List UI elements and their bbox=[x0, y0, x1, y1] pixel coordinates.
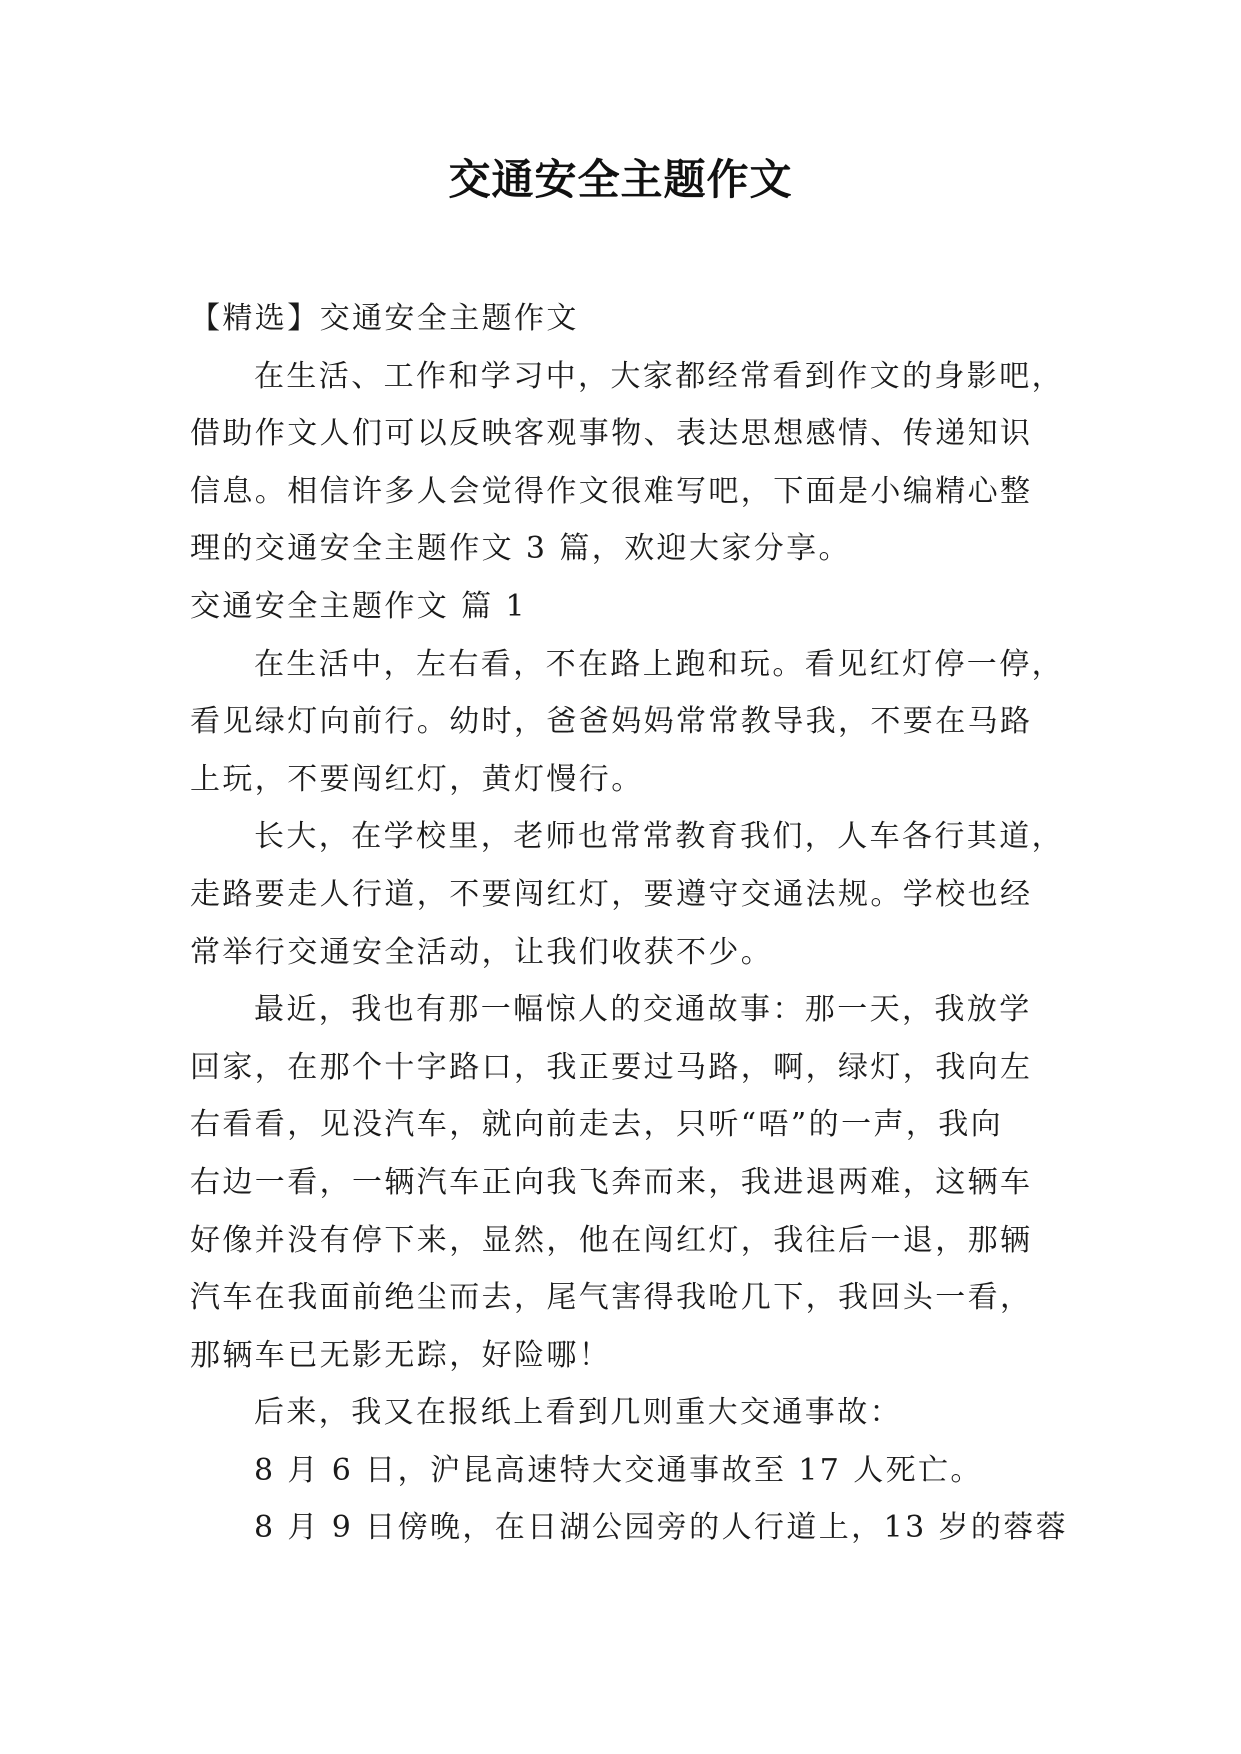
paragraph-first-line: 8 月 6 日，沪昆高速特大交通事故至 17 人死亡。 bbox=[254, 1452, 983, 1488]
text-line: 看见绿灯向前行。幼时，爸爸妈妈常常教导我，不要在马路 bbox=[190, 704, 1033, 740]
text-line: 交通安全主题作文 篇 1 bbox=[190, 588, 527, 624]
text-line: 上玩，不要闯红灯，黄灯慢行。 bbox=[190, 761, 644, 797]
paragraph-first-line: 在生活、工作和学习中，大家都经常看到作文的身影吧， bbox=[254, 358, 1064, 394]
paragraph-first-line: 后来，我又在报纸上看到几则重大交通事故： bbox=[254, 1395, 902, 1431]
text-line: 走路要走人行道，不要闯红灯，要遵守交通法规。学校也经 bbox=[190, 876, 1033, 912]
text-line: 右边一看，一辆汽车正向我飞奔而来，我进退两难，这辆车 bbox=[190, 1164, 1033, 1200]
text-line: 右看看，见没汽车，就向前走去，只听“唔”的一声，我向 bbox=[190, 1107, 1004, 1143]
text-line: 好像并没有停下来，显然，他在闯红灯，我往后一退，那辆 bbox=[190, 1222, 1033, 1258]
text-line: 汽车在我面前绝尘而去，尾气害得我呛几下，我回头一看， bbox=[190, 1280, 1033, 1316]
text-line: 那辆车已无影无踪，好险哪！ bbox=[190, 1337, 612, 1373]
document-title: 交通安全主题作文 bbox=[448, 155, 793, 204]
paragraph-first-line: 最近，我也有那一幅惊人的交通故事：那一天，我放学 bbox=[254, 992, 1032, 1028]
text-line: 回家，在那个十字路口，我正要过马路，啊，绿灯，我向左 bbox=[190, 1049, 1033, 1085]
text-line: 信息。相信许多人会觉得作文很难写吧，下面是小编精心整 bbox=[190, 473, 1033, 509]
text-line: 理的交通安全主题作文 3 篇，欢迎大家分享。 bbox=[190, 531, 851, 567]
paragraph-first-line: 8 月 9 日傍晚，在日湖公园旁的人行道上，13 岁的蓉蓉 bbox=[254, 1510, 1069, 1546]
text-line: 借助作文人们可以反映客观事物、表达思想感情、传递知识 bbox=[190, 416, 1033, 452]
paragraph-first-line: 长大，在学校里，老师也常常教育我们，人车各行其道， bbox=[254, 819, 1064, 855]
document-body bbox=[190, 290, 1069, 1557]
text-line: 【精选】交通安全主题作文 bbox=[190, 301, 579, 336]
paragraph-first-line: 在生活中，左右看，不在路上跑和玩。看见红灯停一停， bbox=[254, 646, 1064, 682]
text-line: 常举行交通安全活动，让我们收获不少。 bbox=[190, 934, 774, 970]
